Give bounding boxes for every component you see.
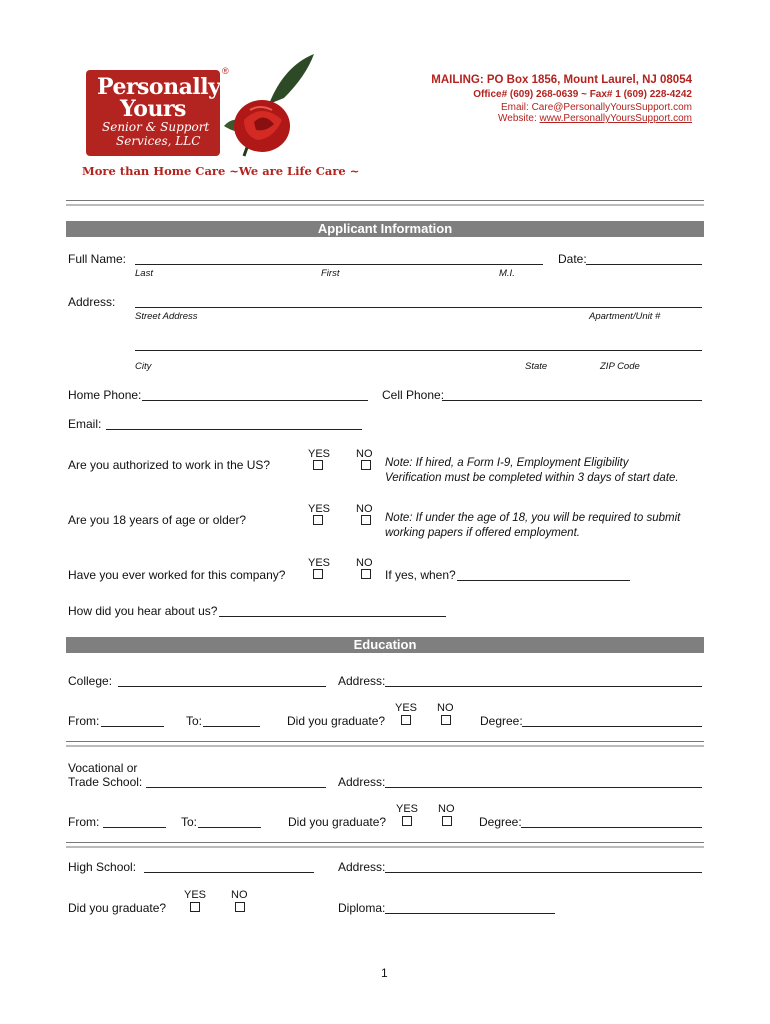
- street-hint: Street Address: [135, 311, 198, 322]
- street-address-field[interactable]: [135, 307, 702, 308]
- home-phone-label: Home Phone:: [68, 388, 142, 402]
- first-hint: First: [321, 268, 340, 279]
- email-field[interactable]: [106, 429, 362, 430]
- registered-mark: ®: [222, 66, 229, 76]
- diploma-field[interactable]: [385, 913, 555, 914]
- education-divider-1: [66, 741, 704, 747]
- college-yes-label: YES: [395, 702, 418, 714]
- vocational-degree-label: Degree:: [479, 815, 522, 829]
- high-school-label: High School:: [68, 860, 137, 874]
- college-from-field[interactable]: [101, 726, 164, 727]
- city-state-zip-field[interactable]: [135, 350, 702, 351]
- vocational-graduate-label: Did you graduate?: [288, 815, 387, 829]
- email-label: Email:: [68, 417, 102, 431]
- q3-yes-label: YES: [308, 557, 331, 569]
- vocational-label-2: Trade School:: [68, 775, 143, 789]
- high-school-address-field[interactable]: [385, 872, 702, 873]
- page-number: 1: [381, 966, 388, 980]
- vocational-yes-checkbox[interactable]: [402, 816, 412, 826]
- vocational-address-field[interactable]: [385, 787, 702, 788]
- hear-about-label: How did you hear about us?: [68, 604, 218, 618]
- college-field[interactable]: [118, 686, 326, 687]
- vocational-no-checkbox[interactable]: [442, 816, 452, 826]
- q2-no-label: NO: [356, 503, 373, 515]
- full-name-field[interactable]: [135, 264, 543, 265]
- state-hint: State: [525, 361, 548, 372]
- full-name-label: Full Name:: [68, 252, 127, 266]
- vocational-degree-field[interactable]: [521, 827, 702, 828]
- hear-about-field[interactable]: [219, 616, 446, 617]
- vocational-to-field[interactable]: [198, 827, 261, 828]
- college-address-field[interactable]: [385, 686, 702, 687]
- logo-line2: Yours: [120, 96, 186, 122]
- q3-no-checkbox[interactable]: [361, 569, 371, 579]
- hs-yes-label: YES: [184, 889, 207, 901]
- college-degree-field[interactable]: [522, 726, 702, 727]
- cell-phone-label: Cell Phone:: [382, 388, 445, 402]
- college-to-label: To:: [186, 714, 203, 728]
- high-school-field[interactable]: [144, 872, 314, 873]
- logo-line1: Personally: [97, 74, 221, 100]
- website-label: Website:: [498, 113, 537, 124]
- q3-yes-checkbox[interactable]: [313, 569, 323, 579]
- q1-yes-checkbox[interactable]: [313, 460, 323, 470]
- vocational-field[interactable]: [146, 787, 326, 788]
- contact-website: [498, 113, 692, 124]
- q-worked: Have you ever worked for this company?: [68, 568, 286, 582]
- note-18-1: Note: If under the age of 18, you will be required to submit: [385, 512, 681, 524]
- vocational-from-field[interactable]: [103, 827, 166, 828]
- college-no-checkbox[interactable]: [441, 715, 451, 725]
- if-yes-when-label: If yes, when?: [385, 568, 456, 582]
- vocational-yes-label: YES: [396, 803, 419, 815]
- vocational-from-label: From:: [68, 815, 100, 829]
- vocational-no-label: NO: [438, 803, 455, 815]
- mailing-address: MAILING: PO Box 1856, Mount Laurel, NJ 08054: [431, 74, 692, 86]
- q2-yes-checkbox[interactable]: [313, 515, 323, 525]
- q1-no-checkbox[interactable]: [361, 460, 371, 470]
- vocational-address-label: Address:: [338, 775, 386, 789]
- logo-line4: Services, LLC: [116, 134, 201, 148]
- website-link[interactable]: www.PersonallyYoursSupport.com: [539, 113, 692, 124]
- apt-hint: Apartment/Unit #: [589, 311, 661, 322]
- college-no-label: NO: [437, 702, 454, 714]
- education-divider-2: [66, 842, 704, 848]
- college-yes-checkbox[interactable]: [401, 715, 411, 725]
- hs-no-checkbox[interactable]: [235, 902, 245, 912]
- mi-hint: M.I.: [499, 268, 515, 279]
- q1-yes-label: YES: [308, 448, 331, 460]
- college-degree-label: Degree:: [480, 714, 523, 728]
- hs-yes-checkbox[interactable]: [190, 902, 200, 912]
- college-to-field[interactable]: [203, 726, 260, 727]
- hs-graduate-label: Did you graduate?: [68, 901, 167, 915]
- college-graduate-label: Did you graduate?: [287, 714, 386, 728]
- q2-yes-label: YES: [308, 503, 331, 515]
- home-phone-field[interactable]: [142, 400, 368, 401]
- rose-icon: [214, 46, 324, 162]
- section-divider: [66, 200, 704, 206]
- college-address-label: Address:: [338, 674, 386, 688]
- contact-email: Email: Care@PersonallyYoursSupport.com: [501, 102, 692, 113]
- note-18-2: working papers if offered employment.: [385, 527, 580, 539]
- city-hint: City: [135, 361, 152, 372]
- education-section-header: Education: [66, 637, 704, 653]
- logo-line3: Senior & Support: [102, 120, 210, 134]
- office-fax: Office# (609) 268-0639 ~ Fax# 1 (609) 228-4242: [473, 89, 692, 100]
- cell-phone-field[interactable]: [442, 400, 702, 401]
- applicant-section-header: Applicant Information: [66, 221, 704, 237]
- q3-no-label: NO: [356, 557, 373, 569]
- if-yes-when-field[interactable]: [457, 580, 630, 581]
- address-label: Address:: [68, 295, 116, 309]
- q-authorized: Are you authorized to work in the US?: [68, 458, 271, 472]
- high-school-address-label: Address:: [338, 860, 386, 874]
- last-hint: Last: [135, 268, 153, 279]
- hs-no-label: NO: [231, 889, 248, 901]
- q-18: Are you 18 years of age or older?: [68, 513, 247, 527]
- vocational-to-label: To:: [181, 815, 198, 829]
- logo-tagline: More than Home Care ~We are Life Care ~: [82, 164, 360, 178]
- q1-no-label: NO: [356, 448, 373, 460]
- college-label: College:: [68, 674, 113, 688]
- date-field[interactable]: [586, 264, 702, 265]
- diploma-label: Diploma:: [338, 901, 386, 915]
- zip-hint: ZIP Code: [600, 361, 640, 372]
- q2-no-checkbox[interactable]: [361, 515, 371, 525]
- date-label: Date:: [558, 252, 587, 266]
- college-from-label: From:: [68, 714, 100, 728]
- note-authorized-1: Note: If hired, a Form I-9, Employment Eligibility: [385, 457, 629, 469]
- note-authorized-2: Verification must be completed within 3 days of start date.: [385, 472, 679, 484]
- vocational-label-1: Vocational or: [68, 761, 138, 775]
